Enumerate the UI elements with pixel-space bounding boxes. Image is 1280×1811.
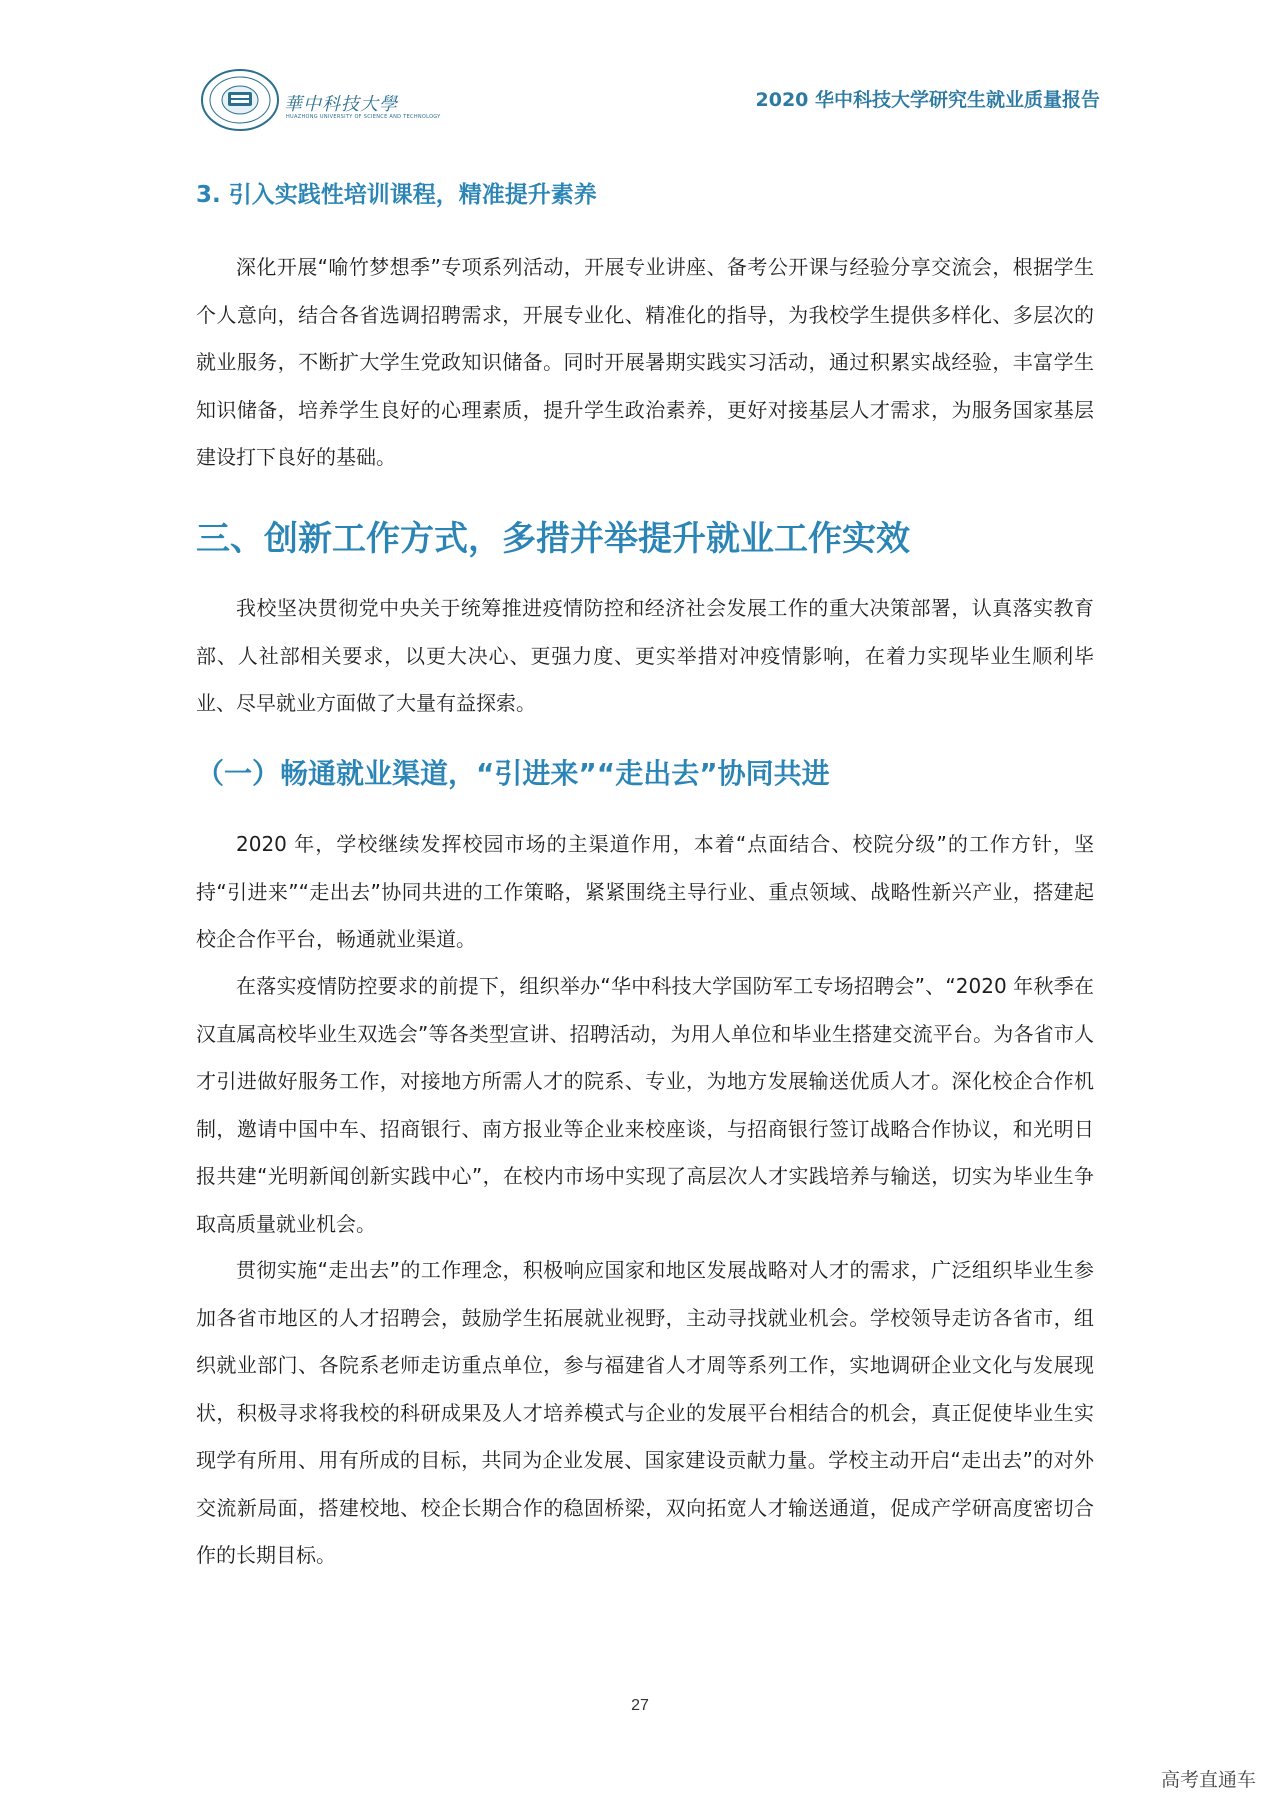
university-logo-name: 華中科技大學 — [284, 94, 398, 115]
page-header — [200, 68, 1100, 138]
subsection-1-heading: （一）畅通就业渠道，“引进来”“走出去”协同共进 — [196, 757, 830, 790]
watermark: 高考直通车 — [1160, 1769, 1256, 1791]
section-3-heading: 3. 引入实践性培训课程，精准提升素养 — [196, 182, 597, 208]
university-logo-subtitle: HUAZHONG UNIVERSITY OF SCIENCE AND TECHNOLOGY — [286, 114, 441, 120]
subsection-1-paragraph-1: 2020 年，学校继续发挥校园市场的主渠道作用，本着“点面结合、校院分级”的工作方针，坚持“引进来”“走出去”协同共进的工作策略，紧紧围绕主导行业、重点领域、战略性新兴产业，搭建起校企合作平台，畅通就业渠道。 — [196, 832, 1094, 951]
subsection-1-paragraph-3: 贯彻实施“走出去”的工作理念，积极响应国家和地区发展战略对人才的需求，广泛组织毕业生参加各省市地区的人才招聘会，鼓励学生拓展就业视野，主动寻找就业机会。学校领导走访各省市，组织就业部门、各院系老师走访重点单位，参与福建省人才周等系列工作，实地调研企业文化与发展现状，积极寻求将我校的科研成果及人才培养模式与企业的发展平台相结合的机会，真正促使毕业生实现学有所用、用有所成的目标，共同为企业发展、国家建设贡献力量。学校主动开启“走出去”的对外交流新局面，搭建校地、校企长期合作的稳固桥梁，双向拓宽人才输送通道，促成产学研高度密切合作的长期目标。 — [196, 1258, 1094, 1567]
subsection-1-paragraph-2: 在落实疫情防控要求的前提下，组织举办“华中科技大学国防军工专场招聘会”、“2020 年秋季在汉直属高校毕业生双选会”等各类型宣讲、招聘活动，为用人单位和毕业生搭建交流平台。为各省市人才引进做好服务工作，对接地方所需人才的院系、专业，为地方发展输送优质人才。深化校企合作机制，邀请中国中车、招商银行、南方报业等企业来校座谈，与招商银行签订战略合作协议，和光明日报共建“光明新闻创新实践中心”，在校内市场中实现了高层次人才实践培养与输送，切实为毕业生争取高质量就业机会。 — [196, 974, 1094, 1236]
university-seal-icon — [200, 68, 280, 132]
part-3-paragraph: 我校坚决贯彻党中央关于统筹推进疫情防控和经济社会发展工作的重大决策部署，认真落实教育部、人社部相关要求，以更大决心、更强力度、更实举措对冲疫情影响，在着力实现毕业生顺利毕业、尽早就业方面做了大量有益探索。 — [196, 596, 1094, 715]
section-3-paragraph: 深化开展“喻竹梦想季”专项系列活动，开展专业讲座、备考公开课与经验分享交流会，根据学生个人意向，结合各省选调招聘需求，开展专业化、精准化的指导，为我校学生提供多样化、多层次的就业服务，不断扩大学生党政知识储备。同时开展暑期实践实习活动，通过积累实战经验，丰富学生知识储备，培养学生良好的心理素质，提升学生政治素养，更好对接基层人才需求，为服务国家基层建设打下良好的基础。 — [196, 255, 1094, 469]
part-3-heading: 三、创新工作方式，多措并举提升就业工作实效 — [196, 519, 910, 559]
page-number: 27 — [631, 1697, 649, 1714]
report-title: 2020 华中科技大学研究生就业质量报告 — [755, 89, 1100, 111]
